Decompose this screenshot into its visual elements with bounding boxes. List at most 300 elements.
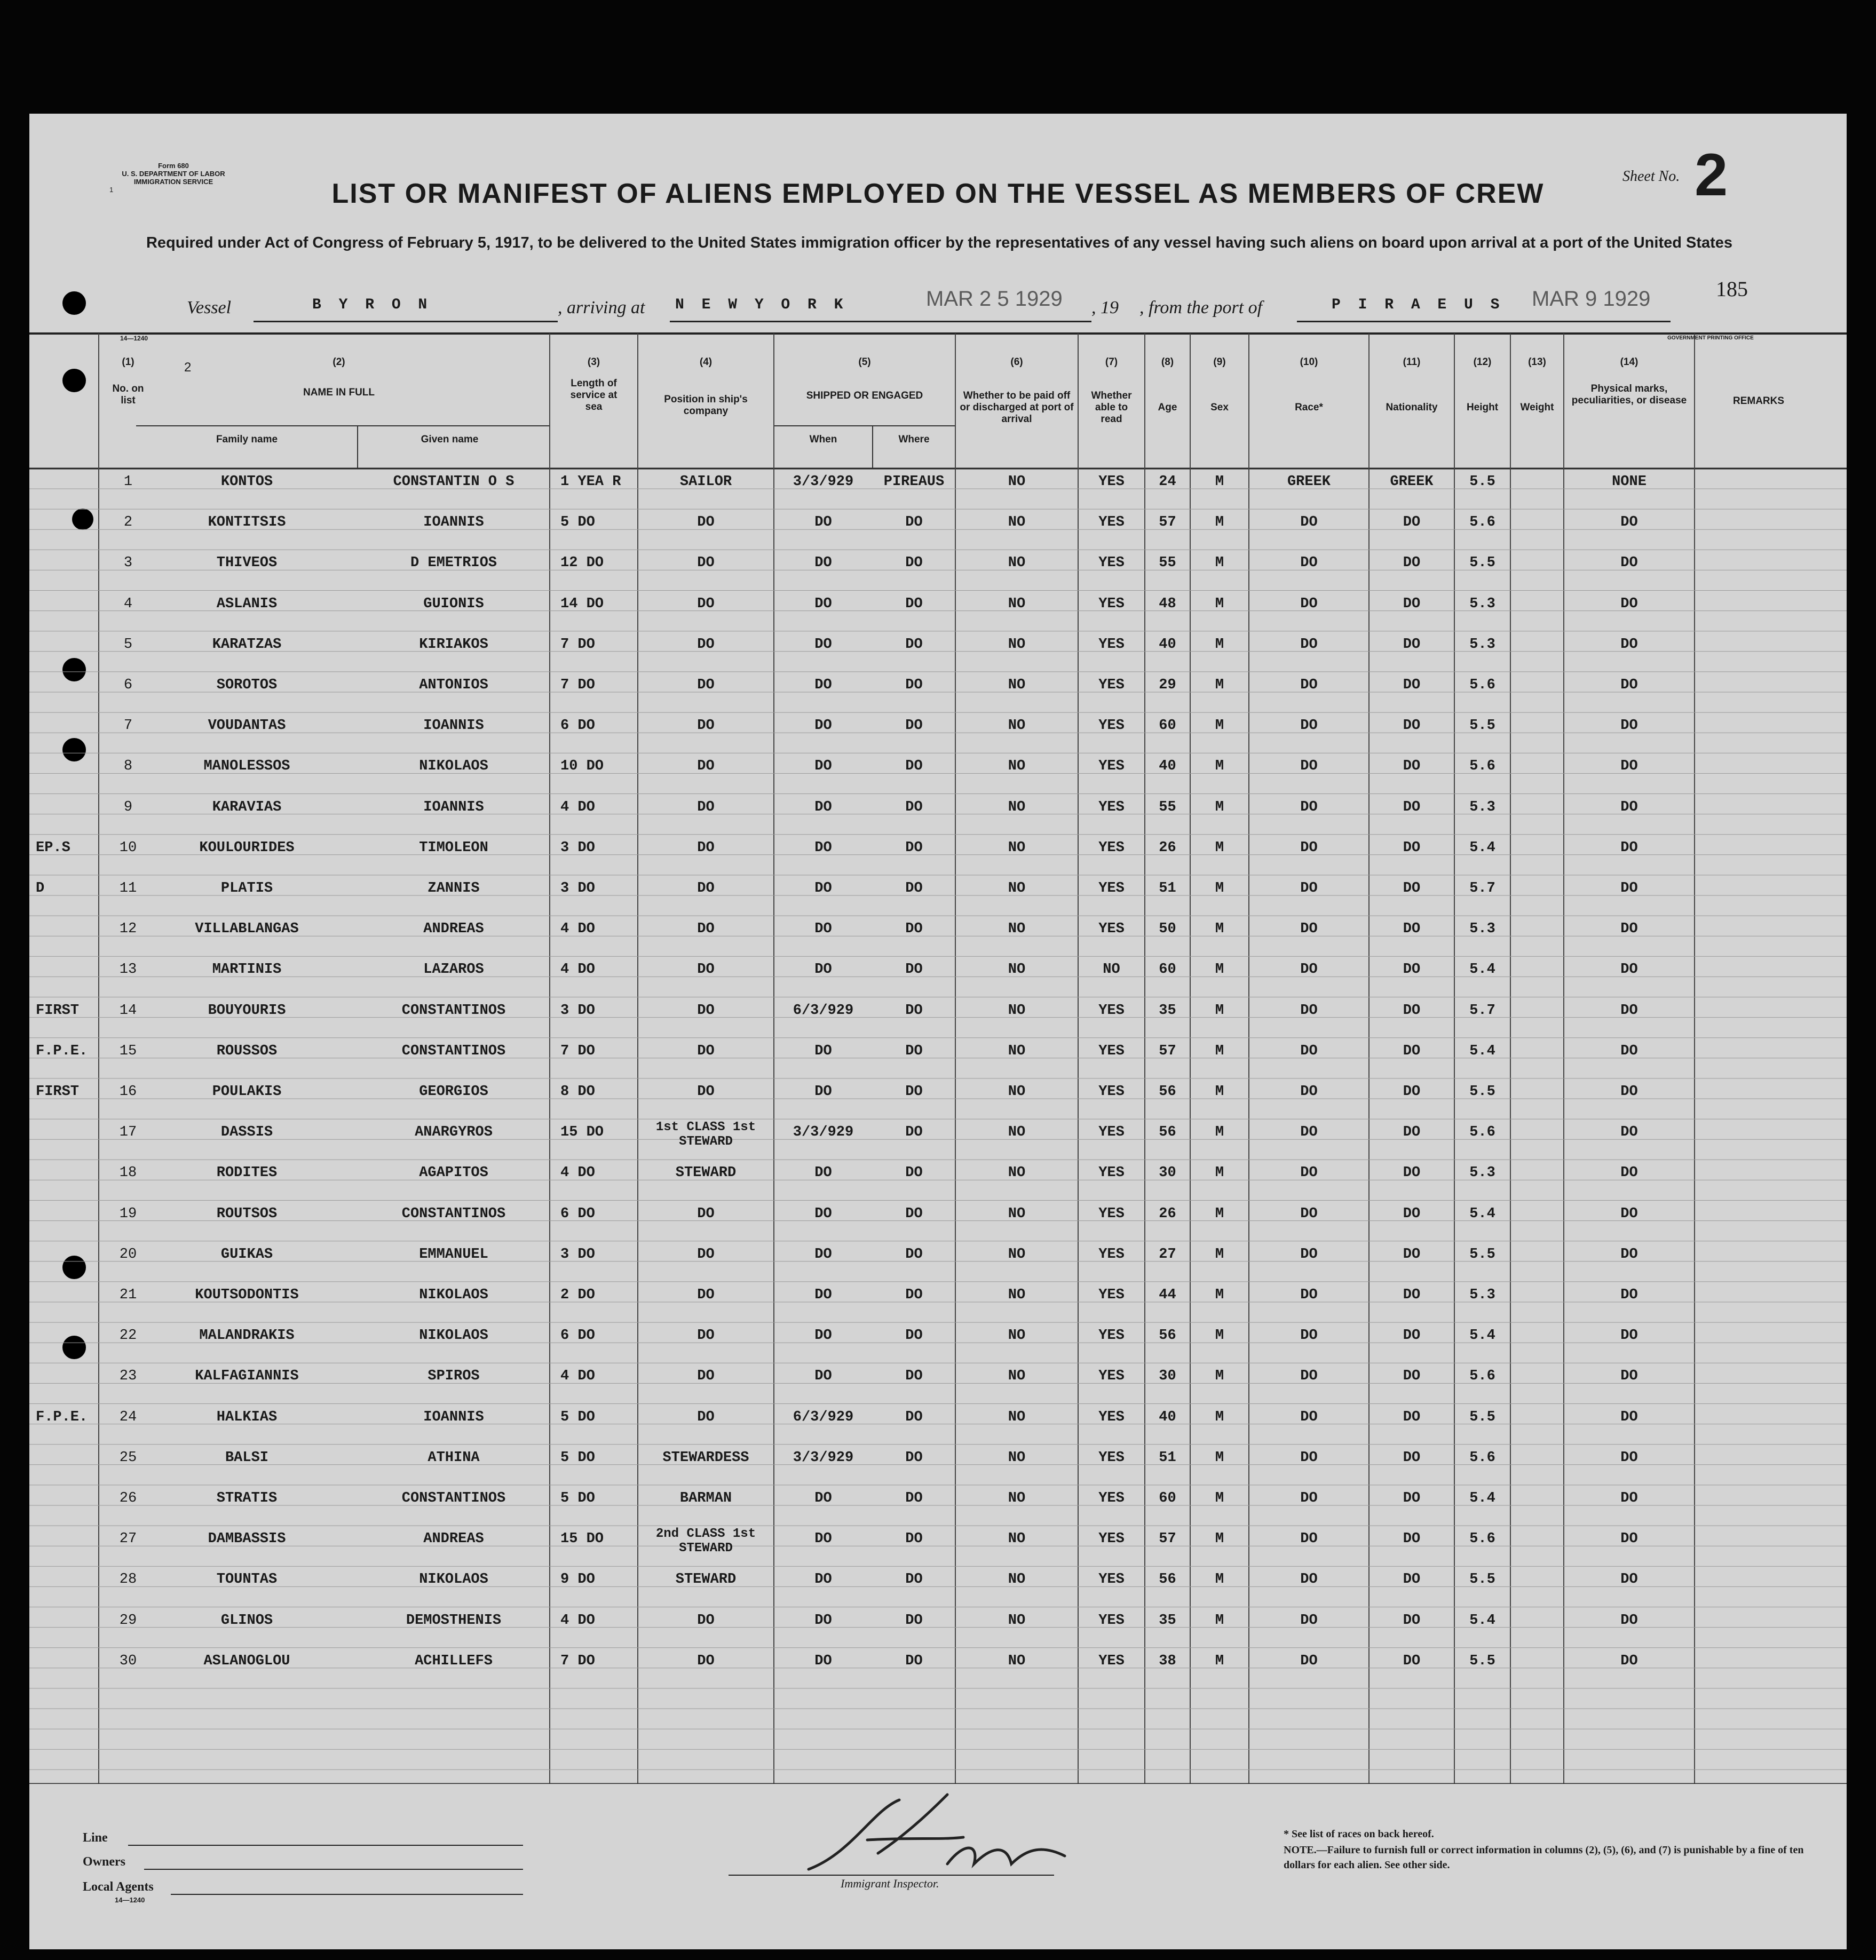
cell-when: DO	[814, 1490, 832, 1506]
cell-no: 30	[119, 1653, 137, 1669]
cell-family: MARTINIS	[212, 962, 282, 978]
cell-height: 5.5	[1469, 1572, 1495, 1588]
cell-read: YES	[1098, 636, 1125, 653]
cell-no: 26	[119, 1490, 137, 1506]
cell-nationality: DO	[1403, 1531, 1421, 1548]
footer-form-code: 14—1240	[115, 1896, 145, 1904]
cell-service: 5 DO	[560, 1490, 595, 1506]
cell-position: STEWARD	[675, 1165, 737, 1181]
cell-no: 9	[123, 799, 133, 815]
cell-position: DO	[697, 962, 715, 978]
cell-paid: NO	[1008, 636, 1026, 653]
cell-height: 5.3	[1469, 596, 1495, 612]
cell-nationality: DO	[1403, 718, 1421, 734]
cell-read: YES	[1098, 677, 1125, 693]
cell-position: DO	[697, 1328, 715, 1344]
cell-read: YES	[1098, 799, 1125, 815]
cell-sex: M	[1215, 1653, 1224, 1669]
cell-where: DO	[905, 1165, 923, 1181]
cell-family: POULAKIS	[212, 1084, 282, 1100]
col1-number: (1)	[122, 356, 134, 368]
cell-age: 57	[1159, 514, 1176, 531]
cell-sex: M	[1215, 1287, 1224, 1303]
cell-where: DO	[905, 880, 923, 896]
col5-when-header: When	[809, 434, 837, 445]
col1-header: No. on list	[112, 383, 144, 406]
col7-number: (7)	[1105, 356, 1118, 368]
vessel-label: Vessel	[187, 298, 232, 318]
cell-sex: M	[1215, 596, 1224, 612]
cell-race: DO	[1300, 677, 1318, 693]
cell-given: ANDREAS	[423, 1531, 484, 1548]
cell-marks: DO	[1620, 758, 1638, 775]
cell-paid: NO	[1008, 474, 1026, 490]
arriving-label: , arriving at	[558, 298, 645, 318]
cell-family: THIVEOS	[216, 555, 278, 572]
vessel-underline	[254, 321, 558, 322]
cell-service: 6 DO	[560, 1328, 595, 1344]
cell-position: DO	[697, 921, 715, 938]
cell-sex: M	[1215, 677, 1224, 693]
cell-service: 4 DO	[560, 921, 595, 938]
cell-race: DO	[1300, 839, 1318, 856]
cell-read: YES	[1098, 1449, 1125, 1466]
cell-nationality: DO	[1403, 514, 1421, 531]
cell-sex: M	[1215, 1328, 1224, 1344]
cell-race: DO	[1300, 636, 1318, 653]
cell-race: DO	[1300, 1368, 1318, 1385]
cell-no: 8	[123, 758, 133, 775]
departure-stamp: MAR 9 1929	[1532, 287, 1651, 311]
footer-note: NOTE.—Failure to furnish full or correct information in columns (2), (5), (6), and (7) is punishable by a fine of ten dollars for each alien. See other side.	[1284, 1844, 1804, 1871]
cell-nationality: DO	[1403, 1002, 1421, 1019]
cell-nationality: DO	[1403, 1409, 1421, 1425]
cell-position: SAILOR	[679, 474, 732, 490]
cell-service: 3 DO	[560, 839, 595, 856]
cell-age: 40	[1159, 1409, 1176, 1425]
cell-when: DO	[814, 1205, 832, 1222]
margin-note: EP.S	[36, 839, 70, 856]
punch-hole	[62, 291, 86, 315]
cell-paid: NO	[1008, 880, 1026, 896]
cell-race: DO	[1300, 1205, 1318, 1222]
cell-nationality: DO	[1403, 1449, 1421, 1466]
cell-marks: DO	[1620, 1246, 1638, 1263]
cell-race: DO	[1300, 1449, 1318, 1466]
cell-marks: DO	[1620, 514, 1638, 531]
cell-when: DO	[814, 880, 832, 896]
cell-nationality: DO	[1403, 1653, 1421, 1669]
cell-marks: DO	[1620, 962, 1638, 978]
cell-service: 3 DO	[560, 880, 595, 896]
col2-sheet-mark: 2	[184, 360, 192, 375]
cell-given: GUIONIS	[423, 596, 484, 612]
cell-read: YES	[1098, 1490, 1125, 1506]
cell-sex: M	[1215, 1409, 1224, 1425]
cell-position: DO	[697, 799, 715, 815]
cell-no: 25	[119, 1449, 137, 1466]
cell-paid: NO	[1008, 1043, 1026, 1059]
cell-family: STRATIS	[216, 1490, 278, 1506]
col13-number: (13)	[1528, 356, 1546, 368]
cell-given: D EMETRIOS	[410, 555, 497, 572]
cell-height: 5.6	[1469, 1449, 1495, 1466]
cell-height: 5.4	[1469, 1612, 1495, 1629]
form-mark: 1	[109, 186, 114, 194]
cell-position: DO	[697, 1246, 715, 1263]
date-underline	[883, 321, 1091, 322]
cell-nationality: DO	[1403, 1328, 1421, 1344]
cell-marks: DO	[1620, 1165, 1638, 1181]
cell-given: ANARGYROS	[415, 1124, 493, 1141]
cell-sex: M	[1215, 1612, 1224, 1629]
cell-where: DO	[905, 1572, 923, 1588]
cell-race: DO	[1300, 880, 1318, 896]
cell-read: YES	[1098, 1409, 1125, 1425]
col9-number: (9)	[1213, 356, 1226, 368]
cell-paid: NO	[1008, 799, 1026, 815]
cell-no: 1	[123, 474, 133, 490]
cell-service: 12 DO	[560, 555, 604, 572]
cell-service: 14 DO	[560, 596, 604, 612]
cell-when: DO	[814, 962, 832, 978]
cell-sex: M	[1215, 718, 1224, 734]
cell-when: DO	[814, 839, 832, 856]
cell-when: DO	[814, 799, 832, 815]
cell-paid: NO	[1008, 555, 1026, 572]
cell-read: YES	[1098, 1531, 1125, 1548]
cell-when: DO	[814, 1287, 832, 1303]
col14-header: Physical marks, peculiarities, or disease	[1571, 383, 1687, 406]
cell-race: DO	[1300, 1287, 1318, 1303]
cell-no: 19	[119, 1205, 137, 1222]
arriving-port: N E W Y O R K	[675, 297, 848, 313]
cell-where: DO	[905, 1612, 923, 1629]
cell-service: 3 DO	[560, 1246, 595, 1263]
cell-age: 56	[1159, 1328, 1176, 1344]
cell-read: YES	[1098, 880, 1125, 896]
cell-nationality: DO	[1403, 1246, 1421, 1263]
cell-nationality: DO	[1403, 758, 1421, 775]
cell-where: DO	[905, 1084, 923, 1100]
cell-sex: M	[1215, 1368, 1224, 1385]
cell-marks: DO	[1620, 1124, 1638, 1141]
cell-family: HALKIAS	[216, 1409, 278, 1425]
cell-paid: NO	[1008, 1409, 1026, 1425]
cell-race: DO	[1300, 718, 1318, 734]
cell-family: PLATIS	[220, 880, 273, 896]
cell-family: KONTITSIS	[208, 514, 286, 531]
cell-family: ROUTSOS	[216, 1205, 278, 1222]
cell-family: ASLANIS	[216, 596, 278, 612]
cell-service: 15 DO	[560, 1531, 604, 1548]
inspector-label: Immigrant Inspector.	[841, 1877, 939, 1890]
cell-nationality: DO	[1403, 1124, 1421, 1141]
cell-position: STEWARDESS	[662, 1449, 749, 1466]
page-title: LIST OR MANIFEST OF ALIENS EMPLOYED ON THE VESSEL AS MEMBERS OF CREW	[331, 178, 1545, 209]
cell-age: 40	[1159, 758, 1176, 775]
cell-age: 30	[1159, 1368, 1176, 1385]
cell-read: YES	[1098, 1084, 1125, 1100]
cell-nationality: DO	[1403, 1043, 1421, 1059]
cell-when: DO	[814, 677, 832, 693]
cell-race: DO	[1300, 514, 1318, 531]
inspector-signature	[787, 1789, 1129, 1885]
cell-sex: M	[1215, 555, 1224, 572]
inspector-underline	[729, 1875, 1054, 1876]
cell-family: KALFAGIANNIS	[195, 1368, 299, 1385]
cell-no: 4	[123, 596, 133, 612]
cell-where: DO	[905, 718, 923, 734]
cell-no: 15	[119, 1043, 137, 1059]
cell-family: MANOLESSOS	[203, 758, 290, 775]
vessel-name: B Y R O N	[312, 297, 432, 313]
cell-no: 18	[119, 1165, 137, 1181]
cell-height: 5.3	[1469, 799, 1495, 815]
cell-sex: M	[1215, 1002, 1224, 1019]
cell-height: 5.5	[1469, 555, 1495, 572]
reference-number: 185	[1716, 277, 1748, 301]
margin-note: FIRST	[36, 1002, 80, 1019]
col4-number: (4)	[699, 356, 713, 368]
cell-position: DO	[697, 1612, 715, 1629]
col12-number: (12)	[1473, 356, 1492, 368]
cell-service: 5 DO	[560, 1409, 595, 1425]
col7-header: Whether able to read	[1091, 390, 1132, 425]
cell-family: ASLANOGLOU	[203, 1653, 290, 1669]
cell-paid: NO	[1008, 839, 1026, 856]
cell-paid: NO	[1008, 596, 1026, 612]
cell-where: DO	[905, 1490, 923, 1506]
cell-sex: M	[1215, 1449, 1224, 1466]
cell-paid: NO	[1008, 1246, 1026, 1263]
cell-height: 5.7	[1469, 880, 1495, 896]
from-port: P I R A E U S	[1332, 297, 1504, 313]
cell-paid: NO	[1008, 677, 1026, 693]
cell-where: DO	[905, 1531, 923, 1548]
cell-marks: DO	[1620, 1043, 1638, 1059]
cell-read: YES	[1098, 1043, 1125, 1059]
from-label: , from the port of	[1139, 298, 1263, 318]
cell-service: 7 DO	[560, 1043, 595, 1059]
table-form-code: 14—1240	[120, 335, 148, 342]
footer-line-underline	[128, 1845, 523, 1846]
service: IMMIGRATION SERVICE	[133, 178, 213, 186]
cell-race: DO	[1300, 1572, 1318, 1588]
cell-height: 5.5	[1469, 474, 1495, 490]
cell-race: DO	[1300, 1084, 1318, 1100]
cell-paid: NO	[1008, 921, 1026, 938]
cell-family: BALSI	[225, 1449, 268, 1466]
cell-given: ANTONIOS	[419, 677, 488, 693]
cell-race: DO	[1300, 1002, 1318, 1019]
cell-race: DO	[1300, 1165, 1318, 1181]
footer-owners-label: Owners	[83, 1855, 125, 1869]
cell-no: 28	[119, 1572, 137, 1588]
cell-no: 6	[123, 677, 133, 693]
cell-family: KARAVIAS	[212, 799, 282, 815]
cell-height: 5.6	[1469, 1368, 1495, 1385]
cell-no: 22	[119, 1328, 137, 1344]
cell-no: 23	[119, 1368, 137, 1385]
cell-age: 55	[1159, 799, 1176, 815]
cell-where: DO	[905, 921, 923, 938]
cell-age: 55	[1159, 555, 1176, 572]
cell-nationality: DO	[1403, 1084, 1421, 1100]
cell-age: 40	[1159, 636, 1176, 653]
cell-marks: DO	[1620, 1409, 1638, 1425]
cell-marks: DO	[1620, 839, 1638, 856]
cell-given: KIRIAKOS	[419, 636, 488, 653]
cell-race: DO	[1300, 596, 1318, 612]
cell-race: GREEK	[1287, 474, 1331, 490]
col14-number: (14)	[1620, 356, 1638, 368]
cell-marks: DO	[1620, 1084, 1638, 1100]
cell-paid: NO	[1008, 962, 1026, 978]
cell-when: DO	[814, 1246, 832, 1263]
cell-age: 26	[1159, 839, 1176, 856]
cell-where: DO	[905, 1653, 923, 1669]
cell-no: 16	[119, 1084, 137, 1100]
cell-height: 5.4	[1469, 1043, 1495, 1059]
cell-paid: NO	[1008, 514, 1026, 531]
cell-paid: NO	[1008, 1205, 1026, 1222]
cell-where: DO	[905, 1409, 923, 1425]
cell-position: DO	[697, 1409, 715, 1425]
cell-where: DO	[905, 962, 923, 978]
cell-when: DO	[814, 1328, 832, 1344]
col4-header: Position in ship's company	[664, 394, 748, 417]
arriving-underline	[670, 321, 883, 322]
cell-given: ACHILLEFS	[415, 1653, 493, 1669]
cell-family: DAMBASSIS	[208, 1531, 286, 1548]
margin-note: FIRST	[36, 1084, 80, 1100]
cell-no: 2	[123, 514, 133, 531]
col8-number: (8)	[1161, 356, 1174, 368]
cell-paid: NO	[1008, 1002, 1026, 1019]
cell-service: 8 DO	[560, 1084, 595, 1100]
cell-family: KOULOURIDES	[199, 839, 295, 856]
cell-paid: NO	[1008, 1328, 1026, 1344]
cell-nationality: DO	[1403, 1165, 1421, 1181]
cell-given: NIKOLAOS	[419, 1328, 488, 1344]
cell-sex: M	[1215, 474, 1224, 490]
cell-family: VILLABLANGAS	[195, 921, 299, 938]
cell-height: 5.6	[1469, 1124, 1495, 1141]
cell-sex: M	[1215, 1531, 1224, 1548]
cell-nationality: DO	[1403, 839, 1421, 856]
cell-nationality: DO	[1403, 921, 1421, 938]
cell-sex: M	[1215, 514, 1224, 531]
cell-nationality: DO	[1403, 880, 1421, 896]
cell-position: DO	[697, 636, 715, 653]
cell-marks: DO	[1620, 677, 1638, 693]
cell-age: 26	[1159, 1205, 1176, 1222]
col6-header: Whether to be paid off or discharged at port of arrival	[960, 390, 1074, 425]
cell-given: IOANNIS	[423, 514, 484, 531]
cell-read: YES	[1098, 921, 1125, 938]
cell-race: DO	[1300, 921, 1318, 938]
cell-marks: DO	[1620, 1002, 1638, 1019]
col15-header: REMARKS	[1732, 395, 1785, 407]
cell-age: 35	[1159, 1002, 1176, 1019]
cell-age: 27	[1159, 1246, 1176, 1263]
cell-nationality: DO	[1403, 1572, 1421, 1588]
cell-position: DO	[697, 596, 715, 612]
cell-read: YES	[1098, 1205, 1125, 1222]
cell-sex: M	[1215, 1205, 1224, 1222]
cell-age: 50	[1159, 921, 1176, 938]
cell-read: YES	[1098, 1368, 1125, 1385]
cell-service: 7 DO	[560, 636, 595, 653]
cell-nationality: DO	[1403, 1612, 1421, 1629]
cell-marks: DO	[1620, 1653, 1638, 1669]
cell-marks: DO	[1620, 1612, 1638, 1629]
cell-position: STEWARD	[675, 1572, 737, 1588]
cell-height: 5.6	[1469, 758, 1495, 775]
cell-no: 21	[119, 1287, 137, 1303]
cell-service: 10 DO	[560, 758, 604, 775]
cell-position: DO	[697, 555, 715, 572]
cell-when: DO	[814, 1531, 832, 1548]
cell-when: DO	[814, 1043, 832, 1059]
cell-service: 4 DO	[560, 1612, 595, 1629]
col10-header: Race*	[1295, 402, 1323, 413]
cell-race: DO	[1300, 1653, 1318, 1669]
cell-read: YES	[1098, 839, 1125, 856]
cell-read: YES	[1098, 1002, 1125, 1019]
cell-race: DO	[1300, 1124, 1318, 1141]
cell-sex: M	[1215, 799, 1224, 815]
cell-service: 5 DO	[560, 514, 595, 531]
cell-age: 51	[1159, 880, 1176, 896]
cell-sex: M	[1215, 880, 1224, 896]
cell-service: 3 DO	[560, 1002, 595, 1019]
cell-race: DO	[1300, 1409, 1318, 1425]
col8-header: Age	[1158, 402, 1177, 413]
cell-read: YES	[1098, 1612, 1125, 1629]
arrival-stamp: MAR 2 5 1929	[926, 287, 1063, 311]
col6-number: (6)	[1010, 356, 1023, 368]
cell-age: 38	[1159, 1653, 1176, 1669]
cell-given: LAZAROS	[423, 962, 484, 978]
cell-no: 24	[119, 1409, 137, 1425]
cell-age: 29	[1159, 677, 1176, 693]
cell-family: VOUDANTAS	[208, 718, 286, 734]
cell-when: DO	[814, 1572, 832, 1588]
cell-service: 4 DO	[560, 1368, 595, 1385]
cell-given: NIKOLAOS	[419, 758, 488, 775]
col3-header: Length of service at sea	[570, 378, 618, 412]
cell-where: DO	[905, 514, 923, 531]
cell-sex: M	[1215, 1490, 1224, 1506]
margin-note: F.P.E.	[36, 1043, 88, 1059]
cell-given: CONSTANTINOS	[401, 1490, 506, 1506]
footer-agents-label: Local Agents	[83, 1880, 154, 1894]
cell-paid: NO	[1008, 1490, 1026, 1506]
cell-given: CONSTANTINOS	[401, 1002, 506, 1019]
cell-position: 1st CLASS 1st STEWARD	[655, 1120, 756, 1149]
col5-header: SHIPPED OR ENGAGED	[806, 390, 923, 401]
cell-read: YES	[1098, 555, 1125, 572]
cell-family: ROUSSOS	[216, 1043, 278, 1059]
margin-note: D	[36, 880, 45, 896]
col2-family-header: Family name	[216, 434, 278, 445]
cell-race: DO	[1300, 1246, 1318, 1263]
cell-height: 5.4	[1469, 1205, 1495, 1222]
cell-marks: DO	[1620, 1572, 1638, 1588]
cell-given: CONSTANTINOS	[401, 1205, 506, 1222]
